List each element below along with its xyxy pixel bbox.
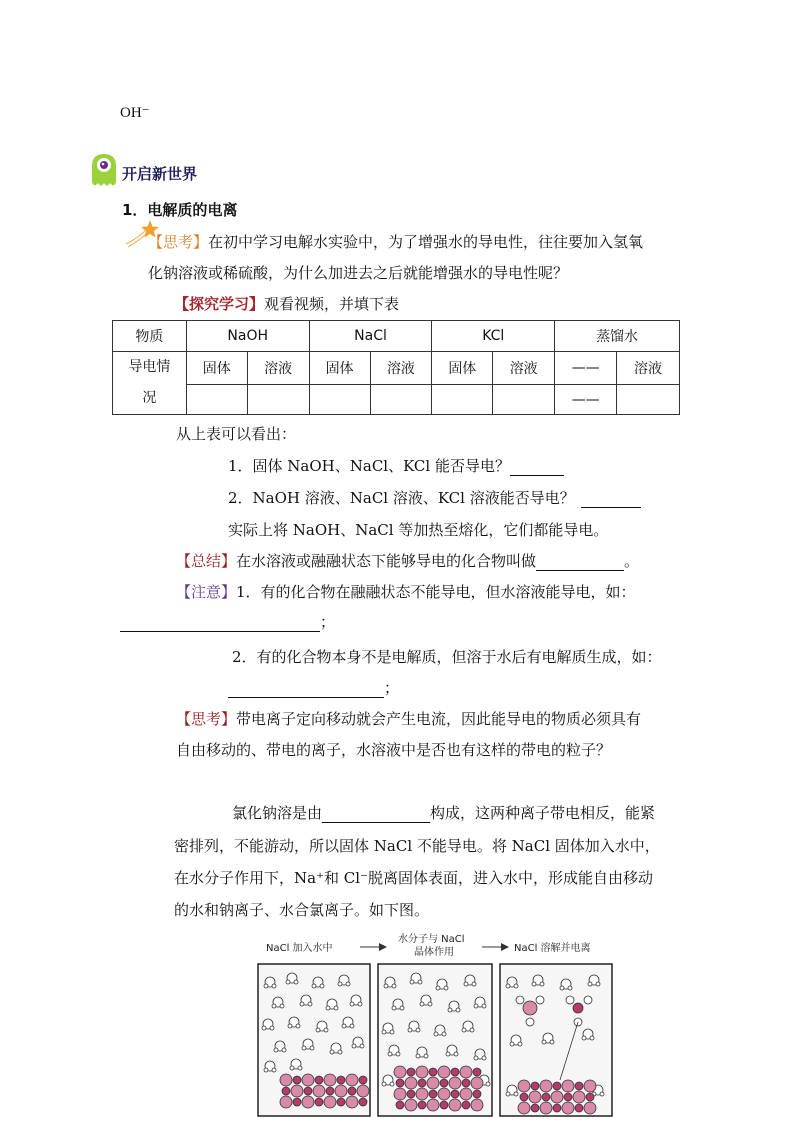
- sodium-ion: [473, 1068, 481, 1076]
- hydrogen-atom: [294, 980, 298, 984]
- hydrogen-atom: [482, 1056, 486, 1060]
- hydrogen-atom: [382, 1082, 386, 1086]
- chloride-ion: [562, 1102, 574, 1114]
- melt-text: 实际上将 NaOH、NaCl 等加热至熔化，它们都能导电。: [228, 521, 609, 539]
- hydrogen-atom: [532, 982, 536, 986]
- table-cell: ——: [555, 352, 617, 385]
- hydrogen-atom: [568, 986, 572, 990]
- sodium-ion: [573, 1003, 583, 1013]
- hydrogen-atom: [352, 1044, 356, 1048]
- chloride-ion: [335, 1085, 347, 1097]
- hydrogen-atom: [470, 1028, 474, 1032]
- hydrogen-atom: [464, 982, 468, 986]
- question-2: [228, 488, 641, 508]
- para-line-4: 的水和钠离子、水合氯离子。如下图。: [174, 901, 430, 919]
- hydrogen-atom: [272, 1004, 276, 1008]
- hydrogen-atom: [514, 984, 518, 988]
- chloride-ion: [405, 1099, 417, 1111]
- hydrogen-atom: [472, 982, 476, 986]
- sodium-ion: [418, 1101, 426, 1109]
- chloride-ion: [562, 1080, 574, 1092]
- sodium-ion: [531, 1104, 539, 1112]
- sodium-ion: [407, 1090, 415, 1098]
- hydrogen-atom: [286, 980, 290, 984]
- hydrogen-atom: [416, 1028, 420, 1032]
- note-line-1: [176, 582, 636, 602]
- answer-blank[interactable]: [536, 554, 624, 571]
- hydrogen-atom: [296, 1024, 300, 1028]
- mascot-icon: [86, 152, 122, 190]
- chloride-ion: [518, 1080, 530, 1092]
- chloride-ion: [324, 1074, 336, 1086]
- row-label: [113, 352, 187, 415]
- sodium-ion: [293, 1076, 301, 1084]
- chloride-ion: [529, 1091, 541, 1103]
- figure-label-2a: 水分子与 NaCl: [398, 934, 465, 945]
- water-molecule: [516, 996, 524, 1004]
- table-row: [113, 352, 680, 385]
- chloride-ion: [427, 1099, 439, 1111]
- note-line-2: 2．有的化合物本身不是电解质，但溶于水后有电解质生成，如：: [232, 648, 662, 666]
- hydrogen-atom: [600, 1092, 604, 1096]
- figure-label-1: NaCl 加入水中: [266, 943, 333, 954]
- table-header-cell: 蒸馏水: [555, 321, 680, 352]
- hydrogen-atom: [456, 1008, 460, 1012]
- chloride-ion: [449, 1077, 461, 1089]
- note-item-1: 1．有的化合物在融融状态不能导电，但水溶液能导电，如：: [236, 583, 636, 601]
- chloride-ion: [471, 1099, 483, 1111]
- figure-label-2b: 晶体作用: [414, 947, 454, 958]
- hydrogen-atom: [588, 982, 592, 986]
- sodium-ion: [348, 1087, 356, 1095]
- hydrogen-atom: [330, 1050, 334, 1054]
- water-molecule: [536, 996, 544, 1004]
- hydrogen-atom: [272, 1068, 276, 1072]
- summary-line: [176, 551, 639, 571]
- table-cell: 固体: [309, 352, 370, 385]
- sodium-ion: [326, 1087, 334, 1095]
- table-cell: 固体: [432, 352, 493, 385]
- hydrogen-atom: [342, 1024, 346, 1028]
- hydrogen-atom: [424, 1054, 428, 1058]
- summary-end: 。: [624, 552, 640, 570]
- chloride-ion: [394, 1066, 406, 1078]
- hydrogen-atom: [446, 1052, 450, 1056]
- table-cell: ——: [555, 385, 617, 415]
- sodium-ion: [359, 1098, 367, 1106]
- table-cell-blank[interactable]: [309, 385, 370, 415]
- explore-text: 观看视频，并填下表: [264, 295, 400, 313]
- sodium-ion: [359, 1076, 367, 1084]
- hydrogen-atom: [596, 982, 600, 986]
- para-text: 构成，这两种离子带电相反，能紧: [430, 804, 656, 822]
- chloride-ion: [438, 1066, 450, 1078]
- chloride-ion: [416, 1088, 428, 1100]
- hydrogen-atom: [434, 1032, 438, 1036]
- heading-electrolyte-ionization: 1．电解质的电离: [122, 201, 238, 219]
- hydrogen-atom: [514, 1092, 518, 1096]
- table-header-cell: NaCl: [309, 321, 432, 352]
- hydrogen-atom: [316, 1028, 320, 1032]
- table-header-row: [113, 321, 680, 352]
- hydrogen-atom: [474, 1004, 478, 1008]
- top-formula: OH⁻: [120, 105, 150, 121]
- sodium-ion: [407, 1068, 415, 1076]
- chloride-ion: [471, 1077, 483, 1089]
- para-text: 氯化钠溶是由: [232, 804, 323, 822]
- sodium-ion: [553, 1104, 561, 1112]
- sodium-ion: [451, 1068, 459, 1076]
- sodium-ion: [315, 1098, 323, 1106]
- chloride-ion: [416, 1066, 428, 1078]
- chloride-ion: [302, 1074, 314, 1086]
- figure-label-3: NaCl 溶解并电离: [514, 943, 591, 954]
- sodium-ion: [553, 1082, 561, 1090]
- hydrogen-atom: [442, 1032, 446, 1036]
- chloride-ion: [540, 1102, 552, 1114]
- hydrogen-atom: [392, 984, 396, 988]
- think-tag: 【思考】: [148, 233, 209, 251]
- think2-text-1: 带电离子定向移动就会产生电流，因此能导电的物质必须具有: [236, 710, 642, 728]
- table-header-cell: 物质: [113, 321, 187, 352]
- para-line-2: 密排列，不能游动，所以固体 NaCl 不能导电。将 NaCl 固体加入水中，: [174, 837, 660, 855]
- water-molecule: [526, 1018, 534, 1026]
- sodium-ion: [542, 1093, 550, 1101]
- chloride-ion: [280, 1096, 292, 1108]
- answer-blank[interactable]: [322, 806, 430, 823]
- hydrogen-atom: [358, 1002, 362, 1006]
- answer-blank[interactable]: [581, 491, 641, 508]
- para-line-1: [232, 803, 655, 823]
- chloride-ion: [540, 1080, 552, 1092]
- section-title: 开启新世界: [122, 165, 198, 183]
- hydrogen-atom: [420, 1002, 424, 1006]
- table-cell-blank[interactable]: [370, 385, 432, 415]
- table-cell-blank[interactable]: [186, 385, 247, 415]
- hydrogen-atom: [282, 1048, 286, 1052]
- water-molecule: [566, 996, 574, 1004]
- chloride-ion: [584, 1102, 596, 1114]
- hydrogen-atom: [400, 1006, 404, 1010]
- hydrogen-atom: [274, 1048, 278, 1052]
- chloride-ion: [313, 1085, 325, 1097]
- chloride-ion: [438, 1088, 450, 1100]
- note-blank-2: [228, 678, 399, 698]
- hydrogen-atom: [506, 1092, 510, 1096]
- chloride-ion: [405, 1077, 417, 1089]
- hydrogen-atom: [550, 1040, 554, 1044]
- chloride-ion: [324, 1096, 336, 1108]
- hydrogen-atom: [410, 980, 414, 984]
- chloride-ion: [346, 1074, 358, 1086]
- conductivity-table: [112, 320, 680, 415]
- hydrogen-atom: [324, 1028, 328, 1032]
- table-cell-blank[interactable]: [247, 385, 309, 415]
- sodium-ion: [440, 1079, 448, 1087]
- hydrogen-atom: [408, 1028, 412, 1032]
- hydrogen-atom: [320, 984, 324, 988]
- hydrogen-atom: [302, 1046, 306, 1050]
- hydrogen-atom: [510, 1042, 514, 1046]
- chloride-ion: [449, 1099, 461, 1111]
- hydrogen-atom: [280, 1004, 284, 1008]
- hydrogen-atom: [384, 984, 388, 988]
- question-1: [228, 456, 564, 476]
- sodium-ion: [531, 1082, 539, 1090]
- water-molecule: [584, 996, 592, 1004]
- hydrogen-atom: [418, 980, 422, 984]
- hydrogen-atom: [392, 1006, 396, 1010]
- row-label-line-1: 导电情: [128, 359, 171, 375]
- hydrogen-atom: [338, 1050, 342, 1054]
- sodium-ion: [396, 1101, 404, 1109]
- table-cell-blank[interactable]: [493, 385, 555, 415]
- sodium-ion: [440, 1101, 448, 1109]
- sodium-ion: [304, 1087, 312, 1095]
- hydrogen-atom: [390, 1082, 394, 1086]
- note-tag: 【注意】: [176, 583, 237, 601]
- chloride-ion: [518, 1102, 530, 1114]
- hydrogen-atom: [582, 1036, 586, 1040]
- hydrogen-atom: [436, 986, 440, 990]
- sodium-ion: [575, 1104, 583, 1112]
- chloride-ion: [523, 1001, 537, 1015]
- think-line-2: 化钠溶液或稀硫酸，为什么加进去之后就能增强水的导电性呢？: [148, 264, 569, 282]
- table-header-cell: KCl: [432, 321, 555, 352]
- sodium-ion: [418, 1079, 426, 1087]
- table-cell: 固体: [186, 352, 247, 385]
- observe-text: 从上表可以看出：: [176, 425, 297, 443]
- sodium-ion: [282, 1087, 290, 1095]
- hydrogen-atom: [264, 984, 268, 988]
- hydrogen-atom: [388, 1052, 392, 1056]
- hydrogen-atom: [350, 1002, 354, 1006]
- para-line-3: 在水分子作用下，Na⁺和 Cl⁻脱离固体表面，进入水中，形成能自由移动: [174, 869, 653, 887]
- note-blank-1: [120, 612, 335, 632]
- table-cell: 溶液: [247, 352, 309, 385]
- explore-line: [174, 294, 399, 314]
- hydrogen-atom: [290, 1066, 294, 1070]
- sodium-ion: [462, 1079, 470, 1087]
- sodium-ion: [462, 1101, 470, 1109]
- chloride-ion: [346, 1096, 358, 1108]
- think2-tag: 【思考】: [176, 710, 237, 728]
- table-cell-blank[interactable]: [432, 385, 493, 415]
- sodium-ion: [429, 1068, 437, 1076]
- hydrogen-atom: [308, 1002, 312, 1006]
- hydrogen-atom: [262, 1026, 266, 1030]
- hydrogen-atom: [310, 1046, 314, 1050]
- explore-tag: 【探究学习】: [174, 295, 265, 313]
- hydrogen-atom: [416, 1054, 420, 1058]
- sodium-ion: [575, 1082, 583, 1090]
- hydrogen-atom: [300, 1002, 304, 1006]
- sodium-ion: [473, 1090, 481, 1098]
- chloride-ion: [460, 1066, 472, 1078]
- sodium-ion: [520, 1093, 528, 1101]
- hydrogen-atom: [560, 986, 564, 990]
- chloride-ion: [573, 1091, 585, 1103]
- hydrogen-atom: [346, 982, 350, 986]
- hydrogen-atom: [350, 1024, 354, 1028]
- hydrogen-atom: [462, 1028, 466, 1032]
- hydrogen-atom: [482, 1004, 486, 1008]
- hydrogen-atom: [454, 1052, 458, 1056]
- think2-line-2: 自由移动的、带电的离子，水溶液中是否也有这样的带电的粒子？: [176, 741, 612, 759]
- chloride-ion: [460, 1088, 472, 1100]
- answer-blank[interactable]: [120, 615, 320, 632]
- summary-tag: 【总结】: [176, 552, 237, 570]
- table-cell-blank[interactable]: [617, 385, 680, 415]
- sodium-ion: [429, 1090, 437, 1098]
- hydrogen-atom: [270, 1026, 274, 1030]
- think-text-1: 在初中学习电解水实验中，为了增强水的导电性，往往要加入氢氧: [208, 233, 644, 251]
- hydrogen-atom: [542, 1040, 546, 1044]
- hydrogen-atom: [448, 1008, 452, 1012]
- table-cell: 溶液: [493, 352, 555, 385]
- hydrogen-atom: [506, 984, 510, 988]
- chloride-ion: [302, 1096, 314, 1108]
- table-cell: 溶液: [370, 352, 432, 385]
- hydrogen-atom: [338, 982, 342, 986]
- hydrogen-atom: [326, 1006, 330, 1010]
- hydrogen-atom: [312, 984, 316, 988]
- hydrogen-atom: [334, 1006, 338, 1010]
- hydrogen-atom: [298, 1066, 302, 1070]
- hydrogen-atom: [396, 1052, 400, 1056]
- chloride-ion: [584, 1080, 596, 1092]
- hydrogen-atom: [540, 982, 544, 986]
- table-cell: 溶液: [617, 352, 680, 385]
- semicolon: ；: [320, 613, 336, 631]
- hydrogen-atom: [474, 1056, 478, 1060]
- summary-text: 在水溶液或融融状态下能够导电的化合物叫做: [236, 552, 537, 570]
- question-2-text: 2．NaOH 溶液、NaCl 溶液、KCl 溶液能否导电？: [228, 489, 575, 507]
- chloride-ion: [280, 1074, 292, 1086]
- table-row: [113, 385, 680, 415]
- hydrogen-atom: [444, 986, 448, 990]
- table-header-cell: NaOH: [186, 321, 309, 352]
- sodium-ion: [293, 1098, 301, 1106]
- answer-blank[interactable]: [228, 681, 384, 698]
- hydrogen-atom: [428, 1002, 432, 1006]
- sodium-ion: [586, 1093, 594, 1101]
- sodium-ion: [337, 1076, 345, 1084]
- think2-line-1: [176, 709, 641, 729]
- chloride-ion: [357, 1085, 369, 1097]
- hydrogen-atom: [486, 1082, 490, 1086]
- sodium-ion: [337, 1098, 345, 1106]
- hydrogen-atom: [272, 984, 276, 988]
- hydrogen-atom: [382, 1030, 386, 1034]
- answer-blank[interactable]: [510, 459, 564, 476]
- hydrogen-atom: [518, 1042, 522, 1046]
- row-label-line-2: 况: [142, 390, 157, 406]
- chloride-ion: [551, 1091, 563, 1103]
- chloride-ion: [394, 1088, 406, 1100]
- sodium-ion: [315, 1076, 323, 1084]
- nacl-dissolution-figure: [248, 930, 614, 1120]
- hydrogen-atom: [360, 1044, 364, 1048]
- think-line-1: [148, 232, 643, 252]
- hydrogen-atom: [390, 1030, 394, 1034]
- sodium-ion: [564, 1093, 572, 1101]
- hydrogen-atom: [590, 1036, 594, 1040]
- semicolon: ；: [384, 679, 400, 697]
- hydrogen-atom: [264, 1068, 268, 1072]
- hydrogen-atom: [288, 1024, 292, 1028]
- sodium-ion: [451, 1090, 459, 1098]
- question-1-text: 1．固体 NaOH、NaCl、KCl 能否导电？: [228, 457, 510, 475]
- sodium-ion: [396, 1079, 404, 1087]
- chloride-ion: [427, 1077, 439, 1089]
- chloride-ion: [291, 1085, 303, 1097]
